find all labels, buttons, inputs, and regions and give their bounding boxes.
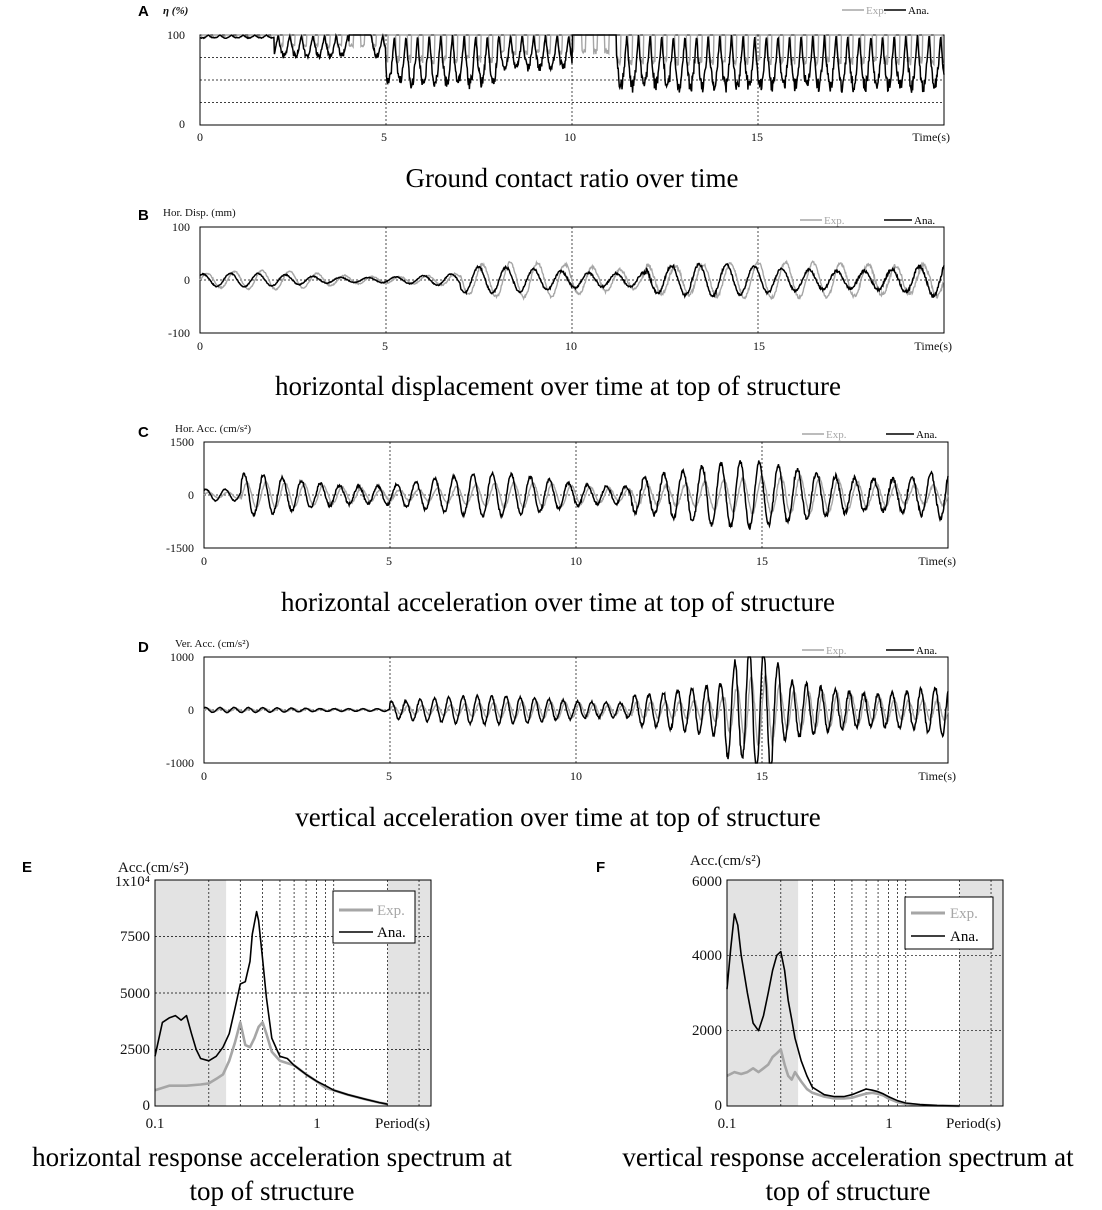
panel-a-ylabel: η (%): [163, 5, 189, 17]
panel-e-caption-line1: horizontal response acceleration spectrum at: [32, 1142, 512, 1172]
panel-d-ytick-neg1000: -1000: [166, 756, 194, 770]
panel-f-ylabel: Acc.(cm/s²): [690, 853, 761, 869]
panel-d: [138, 638, 956, 832]
panel-c-ytick-1500: 1500: [170, 435, 194, 449]
panel-f-xtick-0.1: 0.1: [717, 1116, 737, 1132]
panel-d-xtick-10: 10: [570, 769, 582, 783]
panel-e-legend: [333, 891, 415, 943]
panel-letter-a: A: [138, 3, 149, 20]
panel-d-ytick-0: 0: [188, 703, 194, 717]
panel-a-legend: [842, 5, 929, 17]
panel-e-ytick-5000: 5000: [120, 986, 150, 1002]
panel-a-xtick-15: 15: [751, 130, 763, 144]
panel-f-xlabel: Period(s): [946, 1116, 1001, 1132]
panel-a-xtick-5: 5: [381, 130, 387, 144]
panel-a-legend-exp: Exp.: [866, 5, 887, 17]
panel-f-legend-box: [905, 897, 993, 949]
panel-e-ylabel: Acc.(cm/s²): [118, 860, 189, 876]
panel-f: [596, 853, 1074, 1206]
panel-d-caption: vertical acceleration over time at top of structure: [295, 802, 821, 832]
panel-d-legend-ana: Ana.: [916, 645, 938, 657]
panel-b-xtick-5: 5: [382, 339, 388, 353]
panel-e-xlabel: Period(s): [375, 1116, 430, 1132]
panel-d-xlabel: Time(s): [918, 769, 956, 783]
panel-e-ytick-2500: 2500: [120, 1042, 150, 1058]
panel-f-legend: [905, 897, 993, 949]
panel-d-legend: [802, 645, 937, 657]
panel-f-caption-line1: vertical response acceleration spectrum at: [622, 1142, 1074, 1172]
panel-b-ytick-100: 100: [172, 220, 190, 234]
panel-c-legend-exp: Exp.: [826, 429, 847, 441]
panel-b-ytick-0: 0: [184, 273, 190, 287]
panel-e: [22, 859, 512, 1206]
panel-f-ytick-2000: 2000: [692, 1023, 722, 1039]
panel-d-xtick-15: 15: [756, 769, 768, 783]
panel-a-caption: Ground contact ratio over time: [405, 163, 739, 193]
panel-c-xtick-15: 15: [756, 554, 768, 568]
panel-b-ylabel: Hor. Disp. (mm): [163, 207, 236, 219]
panel-c: [138, 423, 956, 617]
panel-b-xtick-15: 15: [753, 339, 765, 353]
panel-c-ytick-0: 0: [188, 488, 194, 502]
panel-f-caption-line2: top of structure: [765, 1176, 931, 1206]
panel-e-xtick-1: 1: [313, 1116, 321, 1132]
panel-c-legend-ana: Ana.: [916, 429, 938, 441]
panel-e-ytick-10000: 1x10⁴: [114, 874, 150, 890]
panel-b-xlabel: Time(s): [914, 339, 952, 353]
panel-e-ytick-7500: 7500: [120, 929, 150, 945]
panel-d-ylabel: Ver. Acc. (cm/s²): [175, 638, 250, 650]
panel-a-ytick-0: 0: [179, 117, 185, 131]
panel-e-ytick-0: 0: [142, 1098, 150, 1114]
panel-e-caption-line2: top of structure: [189, 1176, 355, 1206]
panel-d-legend-exp: Exp.: [826, 645, 847, 657]
panel-c-caption: horizontal acceleration over time at top of structure: [280, 587, 836, 617]
panel-a: [138, 3, 950, 193]
panel-c-ytick-neg1500: -1500: [166, 541, 194, 555]
panel-d-ytick-1000: 1000: [170, 650, 194, 664]
panel-letter-f: F: [596, 859, 606, 876]
panel-e-xtick-0.1: 0.1: [145, 1116, 165, 1132]
panel-b-legend: [800, 215, 935, 227]
panel-f-ytick-0: 0: [714, 1098, 722, 1114]
panel-c-xlabel: Time(s): [918, 554, 956, 568]
panel-e-legend-ana: Ana.: [377, 925, 406, 941]
panel-c-xtick-5: 5: [386, 554, 392, 568]
panel-b-xtick-0: 0: [197, 339, 203, 353]
panel-f-xtick-1: 1: [885, 1116, 893, 1132]
panel-b-ytick-neg100: -100: [168, 326, 190, 340]
panel-a-ytick-100: 100: [167, 28, 185, 42]
panel-f-legend-ana: Ana.: [950, 929, 979, 945]
panel-b-xtick-10: 10: [565, 339, 577, 353]
panel-d-xtick-5: 5: [386, 769, 392, 783]
panel-c-xtick-10: 10: [570, 554, 582, 568]
panel-f-legend-exp: Exp.: [950, 906, 978, 922]
panel-b-caption: horizontal displacement over time at top of structure: [274, 371, 842, 401]
panel-e-legend-exp: Exp.: [377, 903, 405, 919]
panel-c-ylabel: Hor. Acc. (cm/s²): [175, 423, 252, 435]
panel-b-legend-exp: Exp.: [824, 215, 845, 227]
panel-letter-e: E: [22, 859, 33, 876]
panel-a-xtick-10: 10: [564, 130, 576, 144]
panel-d-xtick-0: 0: [201, 769, 207, 783]
panel-c-xtick-0: 0: [201, 554, 207, 568]
panel-c-legend: [802, 429, 937, 441]
panel-b: [138, 207, 952, 401]
panel-f-ytick-6000: 6000: [692, 874, 722, 890]
panel-letter-b: B: [138, 207, 149, 224]
panel-a-xlabel: Time(s): [912, 130, 950, 144]
panel-a-legend-ana: Ana.: [908, 5, 930, 17]
panel-a-xtick-0: 0: [197, 130, 203, 144]
panel-letter-d: D: [138, 639, 149, 656]
panel-b-legend-ana: Ana.: [914, 215, 936, 227]
panel-f-ytick-4000: 4000: [692, 948, 722, 964]
panel-letter-c: C: [138, 424, 149, 441]
